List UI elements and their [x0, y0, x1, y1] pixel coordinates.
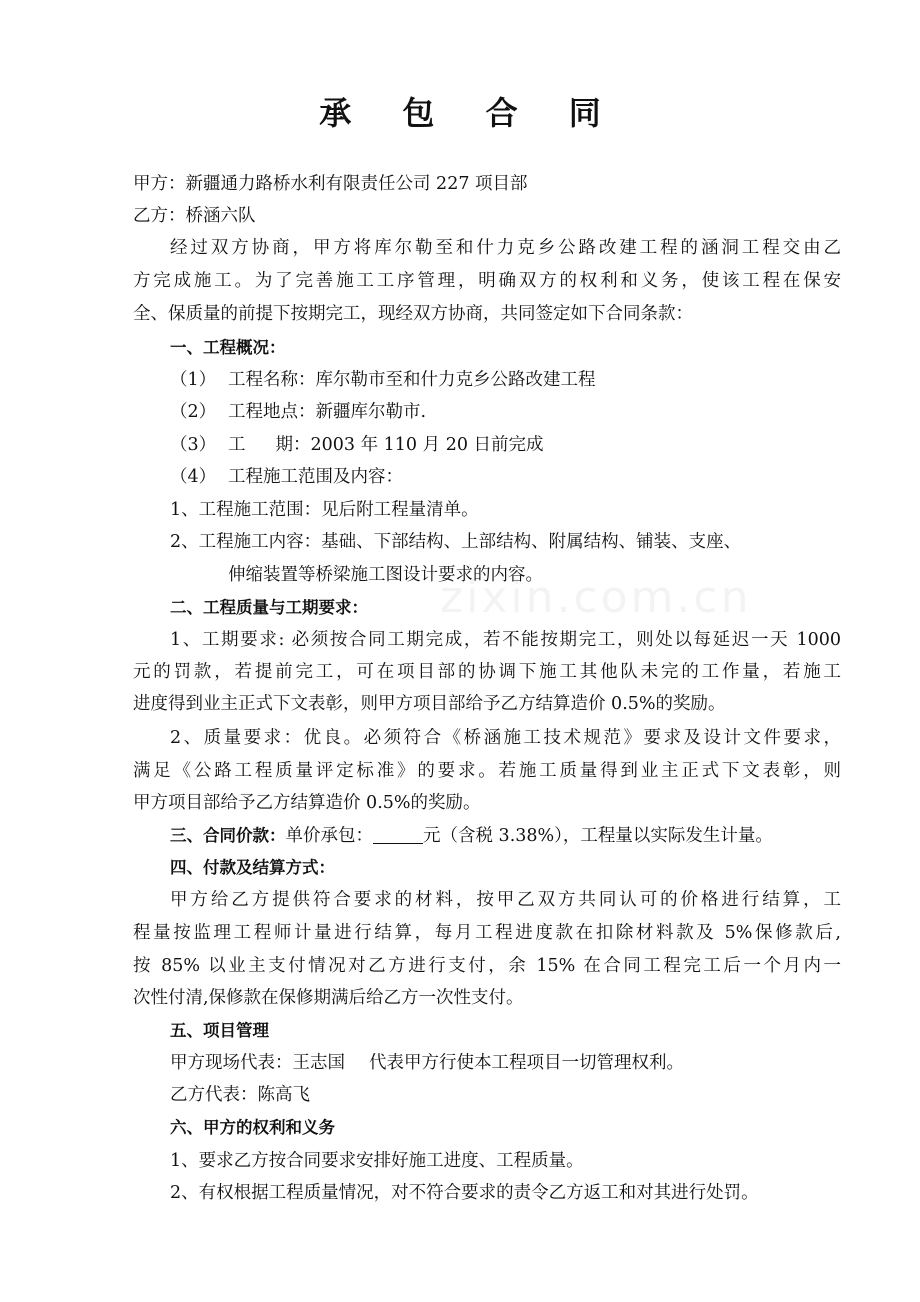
intro-line: 全、保质量的前提下按期完工，现经双方协商，共同签定如下合同条款：: [133, 304, 693, 324]
overview-item: [170, 401, 426, 423]
item-text: 工程施工范围及内容：: [228, 467, 403, 487]
rep-b-line: 乙方代表：陈高飞: [170, 1085, 310, 1105]
payment-line: 次性付清,保修款在保修期满后给乙方一次性支付。: [133, 988, 524, 1008]
section5-heading: 五、项目管理: [170, 1021, 269, 1040]
rep-a: 甲方现场代表：王志国: [170, 1053, 345, 1073]
overview-item: [170, 434, 544, 456]
watermark: zixin.com.cn: [440, 572, 752, 623]
document-title: 承 包 合 同: [319, 94, 621, 132]
schedule-line: 进度得到业主正式下文表彰，则甲方项目部给予乙方结算造价 0.5%的奖励。: [133, 694, 726, 714]
price-prefix: 单价承包：: [285, 826, 373, 846]
overview-item: [170, 466, 403, 488]
quality-line: 2、质量要求：优良。必须符合《桥涵施工技术规范》要求及设计文件要求，: [170, 728, 841, 748]
payment-line: 按 85% 以业主支付情况对乙方进行支付，余 15% 在合同工程完工后一个月内一: [133, 956, 841, 976]
section4-heading: 四、付款及结算方式：: [170, 858, 335, 877]
content-line: 2、工程施工内容：基础、下部结构、上部结构、附属结构、铺装、支座、: [170, 532, 742, 552]
payment-line: 甲方给乙方提供符合要求的材料，按甲乙双方共同认可的价格进行结算，工: [170, 890, 841, 910]
section1-heading: 一、工程概况：: [170, 338, 286, 357]
quality-line: 满足《公路工程质量评定标准》的要求。若施工质量得到业主正式下文表彰，则: [133, 761, 841, 781]
intro-line: 方完成施工。为了完善施工工序管理，明确双方的权利和义务，使该工程在保安: [133, 271, 841, 291]
item-number: （2）: [170, 402, 217, 422]
item-number: （4）: [170, 467, 217, 487]
item-number: （1）: [170, 370, 217, 390]
content-line: 伸缩装置等桥梁施工图设计要求的内容。: [228, 565, 543, 585]
party-b-line: 乙方：桥涵六队: [133, 206, 256, 226]
section3-heading: 三、合同价款：: [170, 826, 286, 845]
overview-item: [170, 369, 596, 391]
section3-line: [170, 825, 773, 847]
payment-line: 程量按监理工程师计量进行结算，每月工程进度款在扣除材料款及 5%保修款后,: [133, 923, 841, 943]
rights-item: 2、有权根据工程质量情况，对不符合要求的责令乙方返工和对其进行处罚。: [170, 1183, 759, 1203]
section2-heading: 二、工程质量与工期要求：: [170, 598, 368, 617]
item-text: 工程名称：库尔勒市至和什力克乡公路改建工程: [228, 370, 596, 390]
rep-a-desc: 代表甲方行使本工程项目一切管理权利。: [369, 1053, 684, 1073]
party-a-line: 甲方：新疆通力路桥水利有限责任公司 227 项目部: [133, 174, 528, 194]
scope-line: 1、工程施工范围：见后附工程量清单。: [170, 500, 479, 520]
rights-item: 1、要求乙方按合同要求安排好施工进度、工程质量。: [170, 1151, 584, 1171]
intro-line: 经过双方协商，甲方将库尔勒至和什力克乡公路改建工程的涵洞工程交由乙: [170, 238, 841, 258]
price-suffix: 元（含税 3.38%），工程量以实际发生计量。: [423, 826, 773, 846]
price-blank: [373, 825, 423, 844]
schedule-line: 元的罚款，若提前完工，可在项目部的协调下施工其他队未完的工作量，若施工: [133, 662, 841, 682]
rep-a-line: [170, 1052, 684, 1074]
schedule-line: 1、工期要求: 必须按合同工期完成，若不能按期完工，则处以每延迟一天 1000: [170, 630, 841, 650]
quality-line: 甲方项目部给予乙方结算造价 0.5%的奖励。: [133, 793, 481, 813]
item-label: 工: [228, 435, 246, 455]
item-text: 期：2003 年 110 月 20 日前完成: [275, 435, 544, 455]
item-number: （3）: [170, 435, 217, 455]
item-text: 工程地点：新疆库尔勒市.: [228, 402, 427, 422]
section6-heading: 六、甲方的权利和义务: [170, 1118, 335, 1137]
